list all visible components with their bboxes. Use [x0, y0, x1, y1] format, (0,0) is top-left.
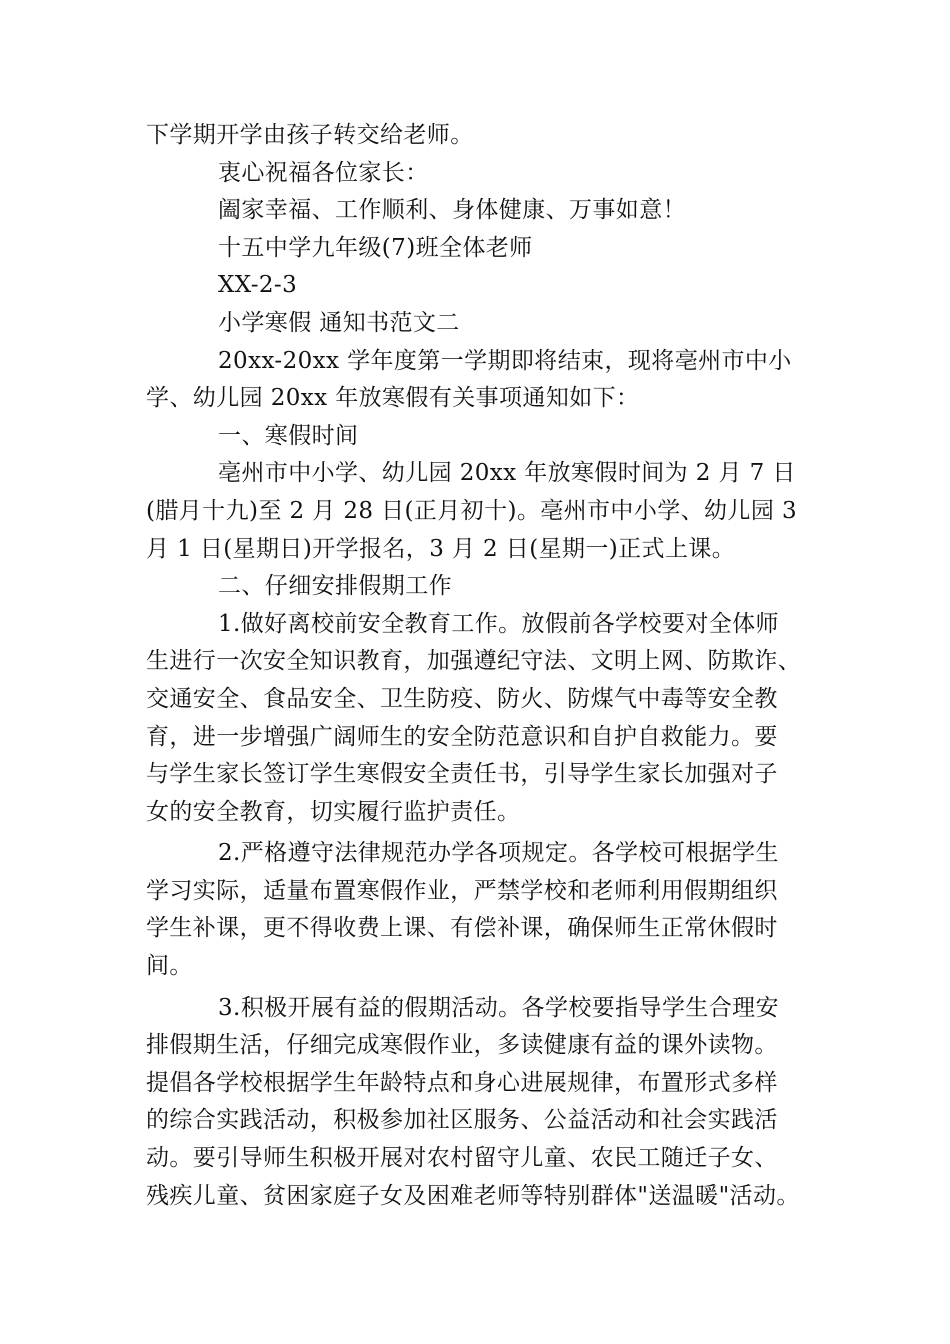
text-line: 十五中学九年级(7)班全体老师 [218, 234, 533, 261]
text-line: 3.积极开展有益的假期活动。各学校要指导学生合理安 [218, 994, 779, 1021]
text-line: 育，进一步增强广阔师生的安全防范意识和自护自救能力。要 [146, 723, 778, 750]
text-line: 2.严格遵守法律规范办学各项规定。各学校可根据学生 [218, 840, 779, 867]
text-line: 学、幼儿园 20xx 年放寒假有关事项通知如下： [146, 385, 640, 412]
text-line: 学习实际，适量布置寒假作业，严禁学校和老师利用假期组织 [146, 877, 778, 904]
text-line: 学生补课，更不得收费上课、有偿补课，确保师生正常休假时 [146, 915, 778, 942]
text-line: 间。 [146, 953, 193, 980]
text-line: 月 1 日(星期日)开学报名，3 月 2 日(星期一)正式上课。 [146, 535, 736, 562]
text-line: 排假期生活，仔细完成寒假作业，多读健康有益的课外读物。 [146, 1032, 778, 1059]
text-line: 衷心祝福各位家长： [218, 159, 429, 186]
text-line: 提倡各学校根据学生年龄特点和身心进展规律，布置形式多样 [146, 1069, 778, 1096]
text-line: 残疾儿童、贫困家庭子女及困难老师等特别群体"送温暖"活动。 [146, 1182, 800, 1209]
text-line: 交通安全、食品安全、卫生防疫、防火、防煤气中毒等安全教 [146, 685, 778, 712]
text-line: 生进行一次安全知识教育，加强遵纪守法、文明上网、防欺诈、 [146, 648, 802, 675]
section-heading: 二、仔细安排假期工作 [218, 573, 452, 600]
text-line: 阖家幸福、工作顺利、身体健康、万事如意！ [218, 197, 686, 224]
text-line: 的综合实践活动，积极参加社区服务、公益活动和社会实践活 [146, 1107, 778, 1134]
text-line: 女的安全教育，切实履行监护责任。 [146, 798, 521, 825]
text-line: 与学生家长签订学生寒假安全责任书，引导学生家长加强对子 [146, 761, 778, 788]
text-line: 下学期开学由孩子转交给老师。 [146, 122, 474, 148]
document-body [146, 117, 808, 1215]
section-heading: 一、寒假时间 [218, 422, 359, 449]
section-heading: 小学寒假 通知书范文二 [218, 309, 460, 336]
text-line: (腊月十九)至 2 月 28 日(正月初十)。亳州市中小学、幼儿园 3 [146, 497, 797, 524]
text-line: 动。要引导师生积极开展对农村留守儿童、农民工随迁子女、 [146, 1145, 778, 1172]
text-line: 1.做好离校前安全教育工作。放假前各学校要对全体师 [218, 610, 779, 637]
text-line: XX-2-3 [218, 272, 298, 299]
text-line: 20xx-20xx 学年度第一学期即将结束，现将亳州市中小 [218, 347, 792, 374]
text-line: 亳州市中小学、幼儿园 20xx 年放寒假时间为 2 月 7 日 [218, 460, 796, 487]
